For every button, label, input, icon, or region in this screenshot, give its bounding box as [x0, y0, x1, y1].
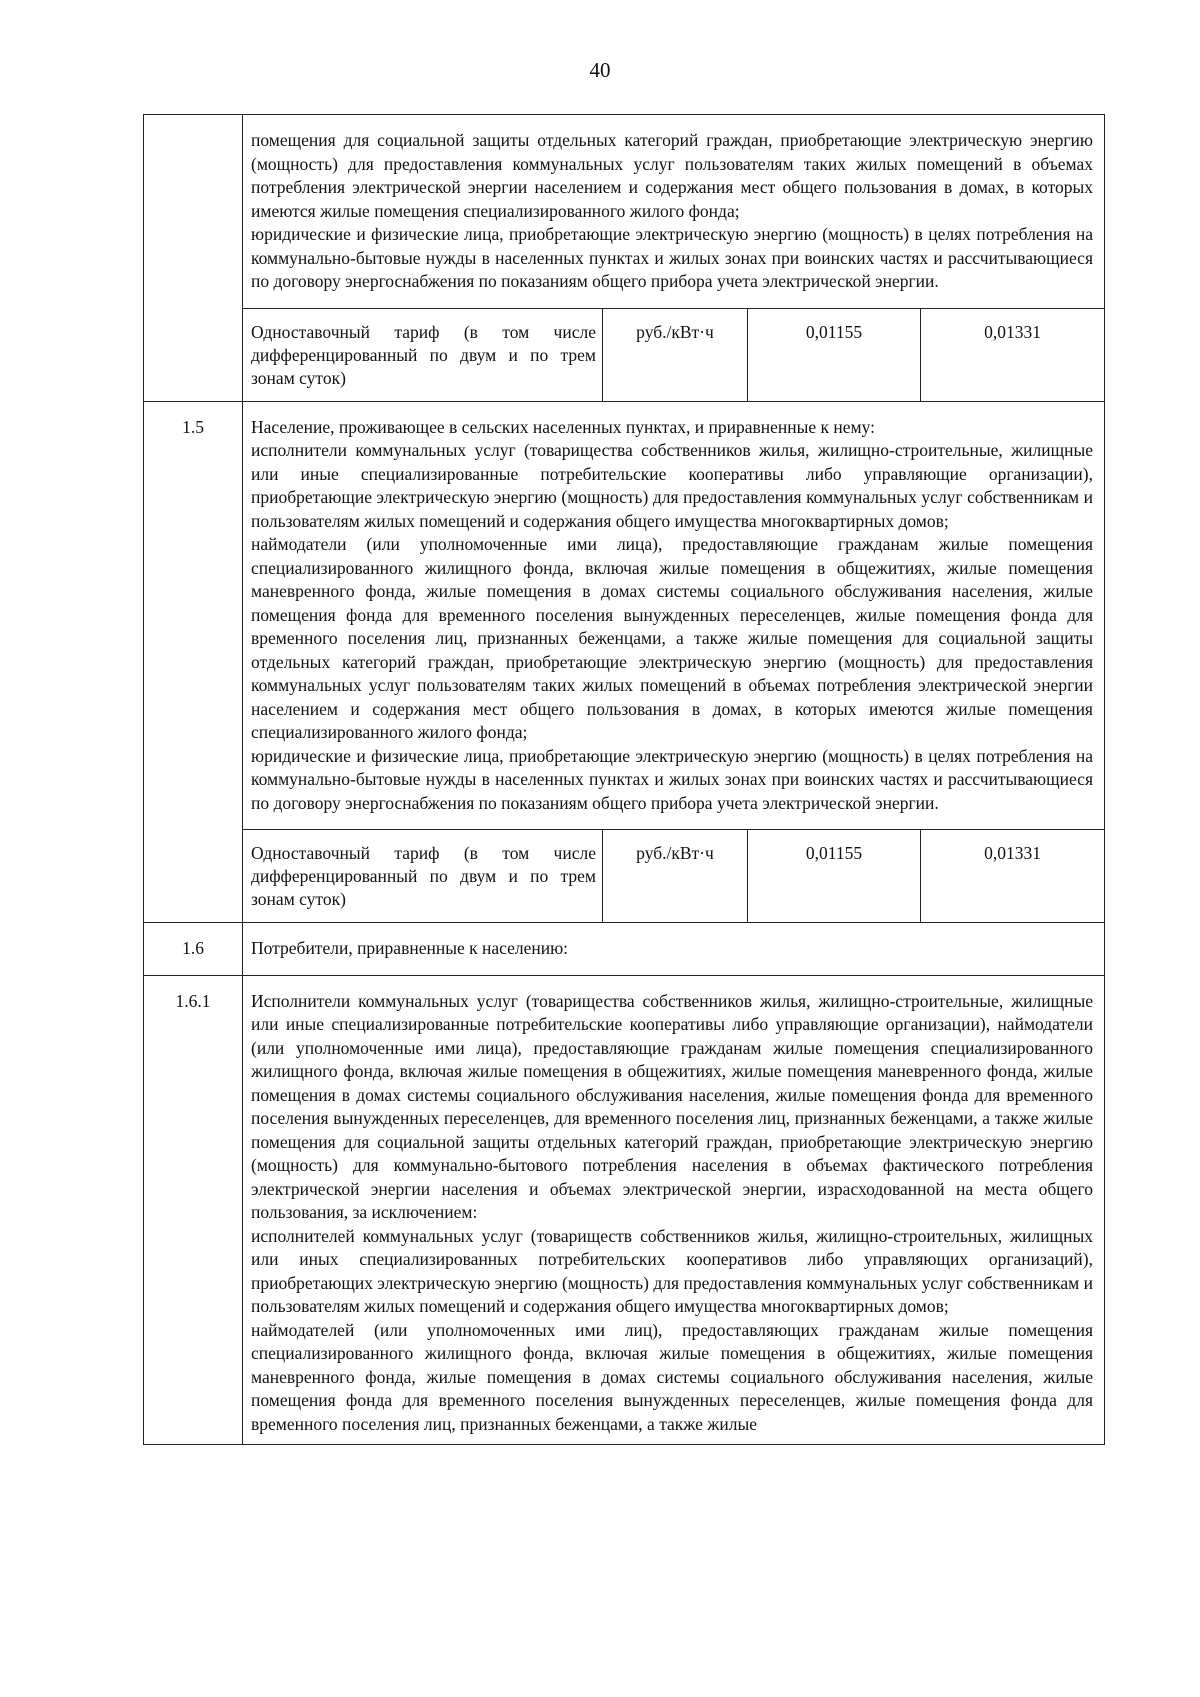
page-number: 40 [589, 58, 611, 82]
tariff-unit: руб./кВт·ч [603, 308, 748, 401]
row-description [243, 976, 1104, 1445]
paragraph: Исполнители коммунальных услуг (товарищества собственников жилья, жилищно-строительные, жилищные или иные специализированные потребительские кооперативы либо управляющие организации), наймодатели (или уполномоченные ими лица), предоставляющие гражданам жилые помещения специализированного жилищного фонда, включая жилые помещения в общежитиях, жилые помещения маневренного фонда, жилые помещения в домах системы социального обслуживания населения, жилые помещения фонда для временного поселения вынужденных переселенцев, для временного поселения лиц, признанных беженцами, а также жилые помещения для социальной защиты отдельных категорий граждан, приобретающие электрическую энергию (мощность) для коммунально-бытового потребления населения в объемах фактического потребления электрической энергии населения и объемах электрической энергии, израсходованной на места общего пользования, за исключением: [251, 990, 1093, 1222]
paragraph: юридические и физические лица, приобретающие электрическую энергию (мощность) в целях потребления на коммунально-бытовые нужды в населенных пунктах и жилых зонах при воинских частях и рассчитывающиеся по договору энергоснабжения по показаниям общего прибора учета электрической энергии. [251, 224, 1093, 291]
paragraph: наймодателей (или уполномоченных ими лиц), предоставляющих гражданам жилые помещения специализированного жилищного фонда, включая жилые помещения в общежитиях, жилые помещения маневренного фонда, жилые помещения в домах системы социального обслуживания населения, жилые помещения фонда для временного поселения вынужденных переселенцев, жилые помещения фонда для временного поселения лиц, признанных беженцами, а также жилые [251, 1319, 1093, 1434]
tariff-value-first-half: 0,01155 [748, 830, 921, 923]
paragraph: юридические и физические лица, приобретающие электрическую энергию (мощность) в целях потребления на коммунально-бытовые нужды в населенных пунктах и жилых зонах при воинских частях и рассчитывающиеся по договору энергоснабжения по показаниям общего прибора учета электрической энергии. [251, 745, 1093, 813]
tariff-name: Одноставочный тариф (в том числе дифференцированный по двум и по трем зонам суток) [243, 308, 603, 401]
row-content-cell [243, 975, 1105, 1445]
paragraph: Потребители, приравненные к населению: [251, 938, 569, 958]
tariff-table [143, 114, 1105, 1445]
table-row [144, 923, 1105, 976]
paragraph: исполнителей коммунальных услуг (товариществ собственников жилья, жилищно-строительных, жилищных или иных специализированных потребительских кооперативов либо управляющих организаций), приобретающих электрическую энергию (мощность) для предоставления коммунальных услуг собственникам и пользователям жилых помещений и содержания общего имущества многоквартирных домов; [251, 1225, 1093, 1316]
table-row [144, 401, 1105, 923]
tariff-unit: руб./кВт·ч [603, 830, 748, 923]
row-content-cell [243, 401, 1105, 923]
row-description [243, 115, 1104, 308]
table-row [144, 975, 1105, 1445]
tariff-value-second-half: 0,01331 [921, 308, 1105, 401]
row-content-cell [243, 923, 1105, 976]
paragraph: помещения для социальной защиты отдельных категорий граждан, приобретающие электрическую энергию (мощность) для предоставления коммунальных услуг пользователям таких жилых помещений в объемах потребления электрической энергии населением и содержания мест общего пользования в домах, в которых имеются жилые помещения специализированного жилого фонда; [251, 130, 1093, 221]
row-description [243, 402, 1104, 830]
tariff-row [243, 830, 1104, 923]
paragraph: наймодатели (или уполномоченные ими лица), предоставляющие гражданам жилые помещения специализированного жилищного фонда, включая жилые помещения в общежитиях, жилые помещения маневренного фонда, жилые помещения в домах системы социального обслуживания населения, жилые помещения фонда для временного поселения вынужденных переселенцев, жилые помещения фонда для временного поселения лиц, признанных беженцами, а также жилые помещения для социальной защиты отдельных категорий граждан, приобретающие электрическую энергию (мощность) для предоставления коммунальных услуг пользователям таких жилых помещений в объемах потребления электрической энергии населением и содержания мест общего пользования в домах, в которых имеются жилые помещения специализированного жилого фонда; [251, 534, 1093, 742]
row-content-cell [243, 115, 1105, 402]
row-number-cell: 1.6.1 [144, 975, 243, 1445]
row-number-cell [144, 115, 243, 402]
tariff-subtable [243, 308, 1104, 401]
paragraph: исполнители коммунальных услуг (товарищества собственников жилья, жилищно-строительные, жилищные или иные специализированные потребительские кооперативы либо управляющие организации), приобретающие электрическую энергию (мощность) для предоставления коммунальных услуг собственникам и пользователям жилых помещений и содержания общего имущества многоквартирных домов; [251, 440, 1093, 531]
row-number-cell: 1.6 [144, 923, 243, 976]
row-description [243, 923, 1104, 975]
tariff-name: Одноставочный тариф (в том числе дифференцированный по двум и по трем зонам суток) [243, 830, 603, 923]
table-row [144, 115, 1105, 402]
tariff-value-second-half: 0,01331 [921, 830, 1105, 923]
tariff-subtable [243, 829, 1104, 922]
tariff-value-first-half: 0,01155 [748, 308, 921, 401]
row-number-cell: 1.5 [144, 401, 243, 923]
paragraph: Население, проживающее в сельских населенных пунктах, и приравненные к нему: [251, 416, 876, 437]
tariff-row [243, 308, 1104, 401]
